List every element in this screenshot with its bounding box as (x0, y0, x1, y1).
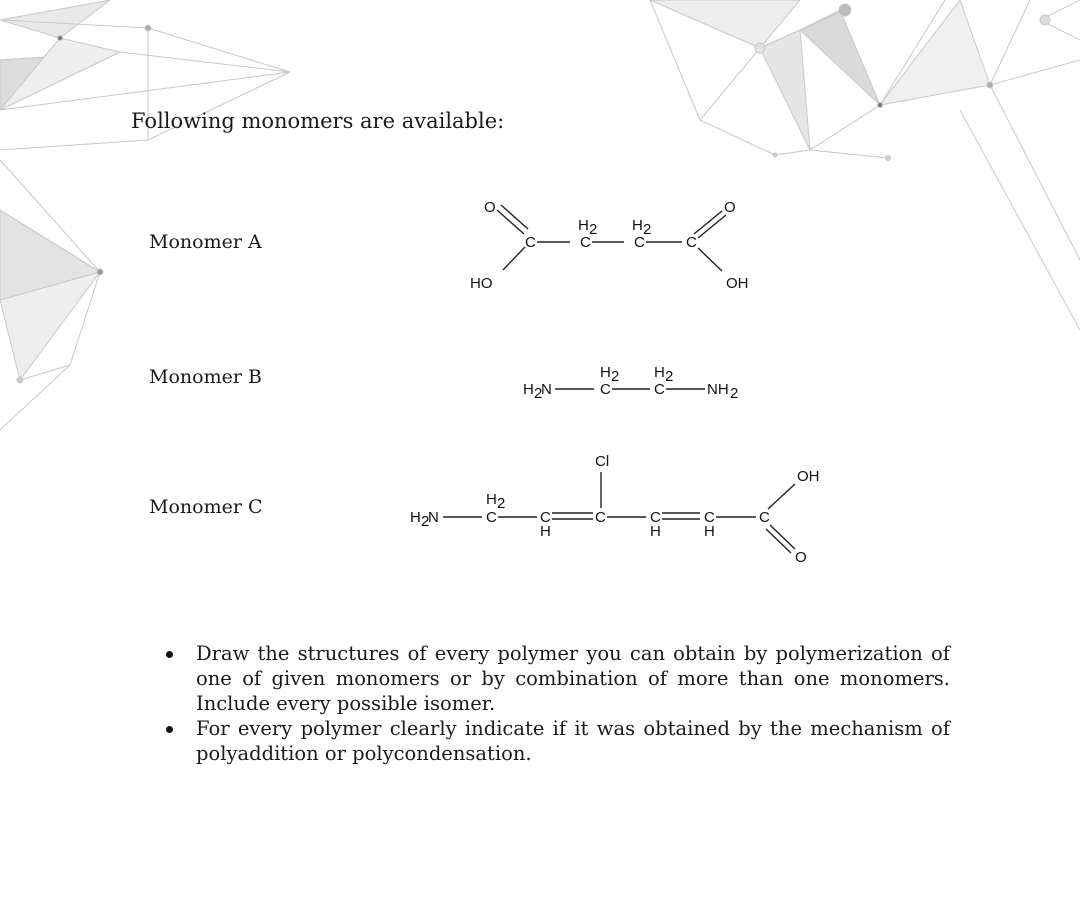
atom-c: C (654, 381, 665, 398)
atom-h: H (632, 217, 643, 234)
subscript-2: 2 (421, 513, 430, 530)
atom-h: H (704, 523, 715, 540)
atom-c: C (686, 234, 697, 251)
atom-h: H (410, 509, 421, 526)
atom-h: H (600, 364, 611, 381)
atom-c: C (759, 509, 770, 526)
atom-o: O (795, 549, 807, 566)
atom-h: H (523, 381, 534, 398)
atom-oh: OH (797, 468, 820, 485)
atom-c: C (580, 234, 591, 251)
subscript-2: 2 (643, 221, 652, 238)
monomer-c-label: Monomer C (149, 496, 263, 518)
atom-c: C (704, 509, 715, 526)
task-item: For every polymer clearly indicate if it was obtained by the mechanism of polyaddition or polycondensation. (196, 717, 950, 765)
atom-h: H (654, 364, 665, 381)
task-item: Draw the structures of every polymer you can obtain by polymerization of one of given monomers or by combination of more than one monomers. Include every possible isomer. (196, 642, 950, 715)
atom-c: C (634, 234, 645, 251)
monomer-a-structure (470, 199, 749, 292)
intro-text: Following monomers are available: (131, 109, 505, 133)
task-list (196, 641, 950, 766)
atom-nh: NH (707, 381, 729, 398)
subscript-2: 2 (534, 385, 543, 402)
atom-c: C (540, 509, 551, 526)
atom-cl: Cl (595, 453, 610, 470)
atom-c: C (525, 234, 536, 251)
monomer-b-structure (523, 364, 738, 402)
monomer-a-label: Monomer A (149, 231, 262, 253)
atom-h: H (486, 491, 497, 508)
atom-oh: OH (726, 275, 749, 292)
atom-c: C (486, 509, 497, 526)
atom-o: O (724, 199, 736, 216)
atom-o: O (484, 199, 496, 216)
atom-ho: HO (470, 275, 493, 292)
atom-n: N (428, 509, 439, 526)
subscript-2: 2 (730, 385, 739, 402)
atom-c: C (650, 509, 661, 526)
atom-h: H (578, 217, 589, 234)
subscript-2: 2 (665, 368, 674, 385)
atom-h: H (650, 523, 661, 540)
subscript-2: 2 (611, 368, 620, 385)
subscript-2: 2 (497, 495, 506, 512)
atom-h: H (540, 523, 551, 540)
atom-c: C (595, 509, 606, 526)
monomer-b-label: Monomer B (149, 366, 262, 388)
subscript-2: 2 (589, 221, 598, 238)
atom-c: C (600, 381, 611, 398)
atom-n: N (541, 381, 552, 398)
monomer-c-structure (410, 453, 820, 566)
